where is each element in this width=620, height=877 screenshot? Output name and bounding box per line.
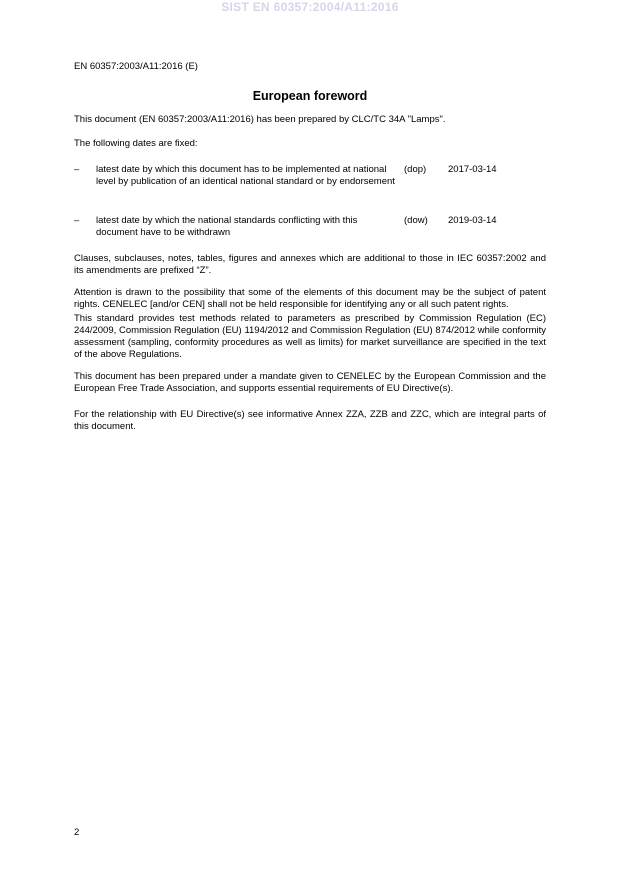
regulations-paragraph: This standard provides test methods related to parameters as prescribed by Commission Regulation (EC) 244/2009, Commission Regulation (EU) 1194/2012 and Commission Regulation (EU) 874/2012 while conformity assessment (sampling, conformity procedures as well as limits) for market surveillance are specified in the text of the above Regulations. — [74, 313, 546, 360]
mandate-paragraph: This document has been prepared under a mandate given to CENELEC by the European Commission and the European Free Trade Association, and supports essential requirements of EU Directive(s). — [74, 371, 546, 394]
list-dash: – — [74, 215, 80, 226]
page-title: European foreword — [252, 89, 368, 103]
date-description: latest date by which this document has to be implemented at national level by publication of an identical national standard or by endorsement — [96, 164, 395, 187]
date-abbreviation: (dop) — [404, 164, 427, 175]
page-number: 2 — [74, 827, 80, 838]
document-reference: EN 60357:2003/A11:2016 (E) — [74, 61, 198, 72]
clauses-paragraph: Clauses, subclauses, notes, tables, figures and annexes which are additional to those in IEC 60357:2002 and its amendments are prefixed “Z”. — [74, 253, 546, 276]
list-dash: – — [74, 164, 80, 175]
intro-paragraph: This document (EN 60357:2003/A11:2016) has been prepared by CLC/TC 34A "Lamps". — [74, 114, 446, 125]
watermark: SIST EN 60357:2004/A11:2016 — [221, 0, 399, 14]
date-item-dow — [74, 215, 546, 239]
foreword-body — [74, 114, 546, 433]
date-description: latest date by which the national standards conflicting with this document have to be withdrawn — [96, 215, 358, 238]
date-item-dop — [74, 164, 546, 200]
date-value: 2019-03-14 — [448, 215, 497, 226]
patent-paragraph: Attention is drawn to the possibility that some of the elements of this document may be the subject of patent rights. CENELEC [and/or CEN] shall not be held responsible for identifying any or all such patent rights. — [74, 287, 546, 310]
date-value: 2017-03-14 — [448, 164, 497, 175]
date-abbreviation: (dow) — [404, 215, 428, 226]
dates-intro: The following dates are fixed: — [74, 138, 198, 149]
annex-paragraph: For the relationship with EU Directive(s) see informative Annex ZZA, ZZB and ZZC, which are integral parts of this document. — [74, 409, 546, 432]
